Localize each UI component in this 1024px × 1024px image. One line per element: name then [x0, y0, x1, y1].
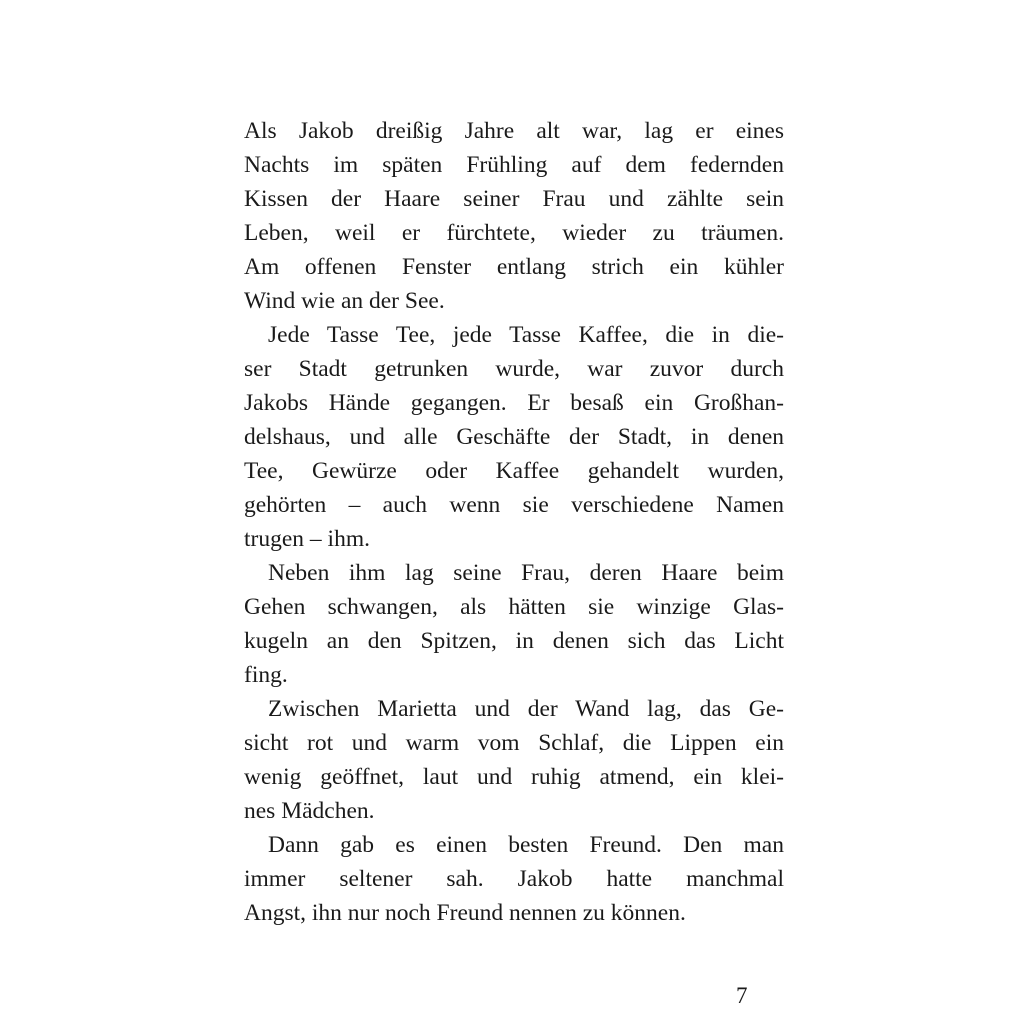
text-line: Tee, Gewürze oder Kaffee gehandelt wurden,	[244, 458, 784, 484]
text-line: trugen – ihm.	[244, 526, 370, 552]
page-number: 7	[736, 983, 748, 1008]
body-text	[244, 114, 784, 930]
paragraph-2	[244, 318, 784, 556]
text-line: wenig geöffnet, laut und ruhig atmend, ein klei-	[244, 764, 784, 790]
text-line: Zwischen Marietta und der Wand lag, das Ge-	[268, 696, 784, 722]
text-line: Wind wie an der See.	[244, 288, 445, 314]
text-line: Jakobs Hände gegangen. Er besaß ein Großhan-	[244, 390, 784, 416]
text-line: ser Stadt getrunken wurde, war zuvor durch	[244, 356, 784, 382]
text-line: gehörten – auch wenn sie verschiedene Namen	[244, 492, 784, 518]
text-line: Dann gab es einen besten Freund. Den man	[268, 832, 784, 858]
paragraph-5	[244, 828, 784, 930]
text-line: Neben ihm lag seine Frau, deren Haare beim	[268, 560, 784, 586]
paragraph-1	[244, 114, 784, 318]
text-line: Nachts im späten Frühling auf dem federnden	[244, 152, 784, 178]
text-line: sicht rot und warm vom Schlaf, die Lippen ein	[244, 730, 784, 756]
text-line: Leben, weil er fürchtete, wieder zu träumen.	[244, 220, 784, 246]
text-line: fing.	[244, 662, 288, 688]
text-line: Jede Tasse Tee, jede Tasse Kaffee, die in die-	[268, 322, 784, 348]
text-line: nes Mädchen.	[244, 798, 375, 824]
text-line: immer seltener sah. Jakob hatte manchmal	[244, 866, 784, 892]
text-line: Am offenen Fenster entlang strich ein kühler	[244, 254, 784, 280]
text-line: Kissen der Haare seiner Frau und zählte sein	[244, 186, 784, 212]
text-line: Angst, ihn nur noch Freund nennen zu können.	[244, 900, 686, 926]
text-line: delshaus, und alle Geschäfte der Stadt, in denen	[244, 424, 784, 450]
text-line: Gehen schwangen, als hätten sie winzige Glas-	[244, 594, 784, 620]
text-line: Als Jakob dreißig Jahre alt war, lag er eines	[244, 118, 784, 144]
text-line: kugeln an den Spitzen, in denen sich das Licht	[244, 628, 784, 654]
paragraph-3	[244, 556, 784, 692]
paragraph-4	[244, 692, 784, 828]
